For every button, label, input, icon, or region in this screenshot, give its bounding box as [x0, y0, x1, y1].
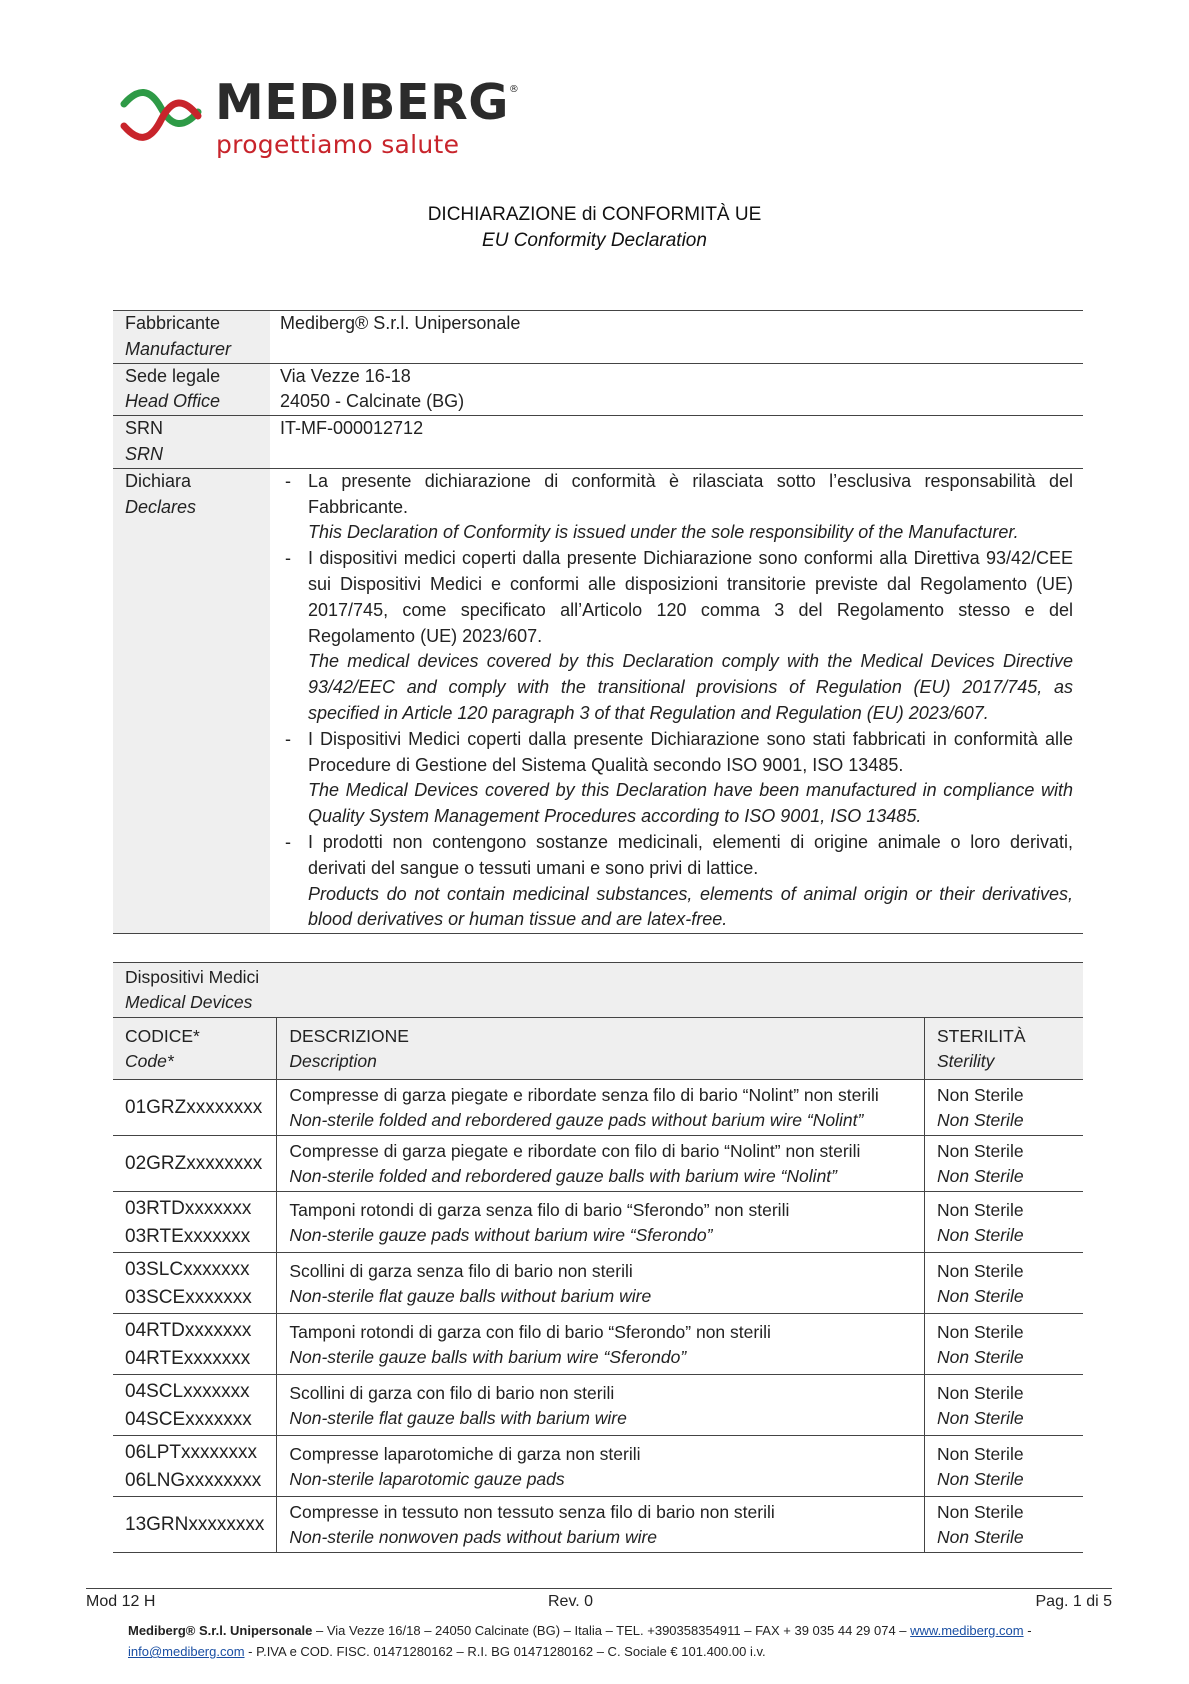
company-logo	[120, 74, 520, 170]
manufacturer-info-table	[113, 310, 1083, 934]
device-sterility: Non Sterile Non Sterile	[925, 1497, 1084, 1553]
devices-section-header: Dispositivi Medici Medical Devices	[113, 963, 1083, 1018]
device-code: 02GRZxxxxxxxx	[113, 1136, 277, 1192]
device-row	[113, 1192, 1083, 1253]
device-description: Tamponi rotondi di garza con filo di bario “Sferondo” non sterili Non-sterile gauze balls with barium wire “Sferondo”	[277, 1314, 925, 1375]
device-sterility: Non Sterile Non Sterile	[925, 1314, 1084, 1375]
footer-company-info: Mediberg® S.r.l. Unipersonale – Via Vezze 16/18 – 24050 Calcinate (BG) – Italia – TEL. +390358354911 – FAX + 39 035 44 29 074 – www.mediberg.com - info@mediberg.com - P.IVA e COD. FISC. 01471280162 – R.I. BG 01471280162 – C. Sociale € 101.400.00 i.v.	[128, 1623, 1032, 1659]
device-row	[113, 1375, 1083, 1436]
mediberg-wave-icon	[120, 86, 202, 142]
device-description: Compresse di garza piegate e ribordate con filo di bario “Nolint” non sterili Non-sterile folded and rebordered gauze balls with barium wire “Nolint”	[277, 1136, 925, 1192]
device-code: 04SCLxxxxxxx 04SCExxxxxxx	[113, 1375, 277, 1436]
device-sterility: Non Sterile Non Sterile	[925, 1375, 1084, 1436]
device-description: Compresse in tessuto non tessuto senza filo di bario non sterili Non-sterile nonwoven pads without barium wire	[277, 1497, 925, 1553]
device-code: 04RTDxxxxxxx 04RTExxxxxxx	[113, 1314, 277, 1375]
device-description: Scollini di garza senza filo di bario non sterili Non-sterile flat gauze balls without barium wire	[277, 1253, 925, 1314]
device-sterility: Non Sterile Non Sterile	[925, 1080, 1084, 1136]
device-row	[113, 1314, 1083, 1375]
declaration-item: - La presente dichiarazione di conformità è rilasciata sotto l’esclusiva responsabilità del Fabbricante. This Declaration of Conformity is issued under the sole responsibility of the Manufacturer.	[285, 470, 1073, 543]
device-code: 01GRZxxxxxxxx	[113, 1080, 277, 1136]
head-office-value: Via Vezze 16-18 24050 - Calcinate (BG)	[280, 365, 465, 412]
device-description: Compresse di garza piegate e ribordate senza filo di bario “Nolint” non sterili Non-sterile folded and rebordered gauze pads without barium wire “Nolint”	[277, 1080, 925, 1136]
document-title: DICHIARAZIONE di CONFORMITÀ UE	[427, 204, 762, 225]
device-row	[113, 1436, 1083, 1497]
declaration-item: - I Dispositivi Medici coperti dalla presente Dichiarazione sono stati fabbricati in conformità alle Procedure di Gestione del Sistema Qualità secondo ISO 9001, ISO 13485. The Medical Devices covered by this Declaration have been manufactured in compliance with Quality System Management Procedures according to ISO 9001, ISO 13485.	[285, 728, 1073, 827]
device-row	[113, 1253, 1083, 1314]
device-row	[113, 1497, 1083, 1553]
device-description: Tamponi rotondi di garza senza filo di bario “Sferondo” non sterili Non-sterile gauze pads without barium wire “Sferondo”	[277, 1192, 925, 1253]
devices-column-headers	[113, 1018, 1083, 1080]
column-header-code: CODICE* Code*	[113, 1018, 277, 1080]
footer-module: Mod 12 H	[86, 1593, 156, 1610]
head-office-row	[113, 363, 1083, 416]
email-link[interactable]: info@mediberg.com	[128, 1644, 245, 1659]
logo-tagline: progettiamo salute	[216, 130, 460, 159]
device-description: Compresse laparotomiche di garza non sterili Non-sterile laparotomic gauze pads	[277, 1436, 925, 1497]
device-code: 06LPTxxxxxxxx 06LNGxxxxxxxx	[113, 1436, 277, 1497]
website-link[interactable]: www.mediberg.com	[910, 1623, 1024, 1638]
declares-row	[113, 468, 1083, 933]
device-sterility: Non Sterile Non Sterile	[925, 1436, 1084, 1497]
logo-brand: MEDIBERG®	[215, 74, 520, 131]
device-code: 03RTDxxxxxxx 03RTExxxxxxx	[113, 1192, 277, 1253]
device-row	[113, 1136, 1083, 1192]
declaration-item: - I prodotti non contengono sostanze medicinali, elementi di origine animale o loro derivati, derivati del sangue o tessuti umani e sono privi di lattice. Products do not contain medicinal substances, elements of animal origin or their derivatives, blood derivatives or human tissue and are latex-free.	[285, 831, 1073, 930]
srn-label: SRN SRN	[113, 416, 270, 469]
device-description: Scollini di garza con filo di bario non sterili Non-sterile flat gauze balls with barium wire	[277, 1375, 925, 1436]
footer-page-number: Pag. 1 di 5	[1035, 1593, 1112, 1610]
srn-value: IT-MF-000012712	[280, 418, 424, 439]
manufacturer-row	[113, 311, 1083, 364]
device-row	[113, 1080, 1083, 1136]
footer-divider	[86, 1588, 1112, 1589]
manufacturer-label: Fabbricante Manufacturer	[113, 311, 270, 364]
manufacturer-value: Mediberg® S.r.l. Unipersonale	[280, 313, 521, 333]
device-sterility: Non Sterile Non Sterile	[925, 1192, 1084, 1253]
document-subtitle: EU Conformity Declaration	[482, 230, 707, 251]
head-office-label: Sede legale Head Office	[113, 363, 270, 416]
column-header-sterility: STERILITÀ Sterility	[925, 1018, 1084, 1080]
column-header-description: DESCRIZIONE Description	[277, 1018, 925, 1080]
device-sterility: Non Sterile Non Sterile	[925, 1136, 1084, 1192]
declares-label: Dichiara Declares	[113, 468, 270, 933]
declaration-item: - I dispositivi medici coperti dalla presente Dichiarazione sono conformi alla Direttiva 93/42/CEE sui Dispositivi Medici e conformi alle disposizioni transitorie previste dal Regolamento (UE) 2017/745, come specificato all’Articolo 120 comma 3 del Regolamento stesso e del Regolamento (UE) 2023/607. The medical devices covered by this Declaration comply with the Medical Devices Directive 93/42/EEC and comply with the transitional provisions of Regulation (EU) 2017/745, as specified in Article 120 paragraph 3 of that Regulation and Regulation (EU) 2023/607.	[285, 548, 1073, 723]
device-sterility: Non Sterile Non Sterile	[925, 1253, 1084, 1314]
declares-value	[270, 468, 1083, 933]
footer-revision: Rev. 0	[548, 1593, 594, 1610]
medical-devices-table	[113, 962, 1083, 1553]
srn-row	[113, 416, 1083, 469]
device-code: 03SLCxxxxxxx 03SCExxxxxxx	[113, 1253, 277, 1314]
device-code: 13GRNxxxxxxxx	[113, 1497, 277, 1553]
